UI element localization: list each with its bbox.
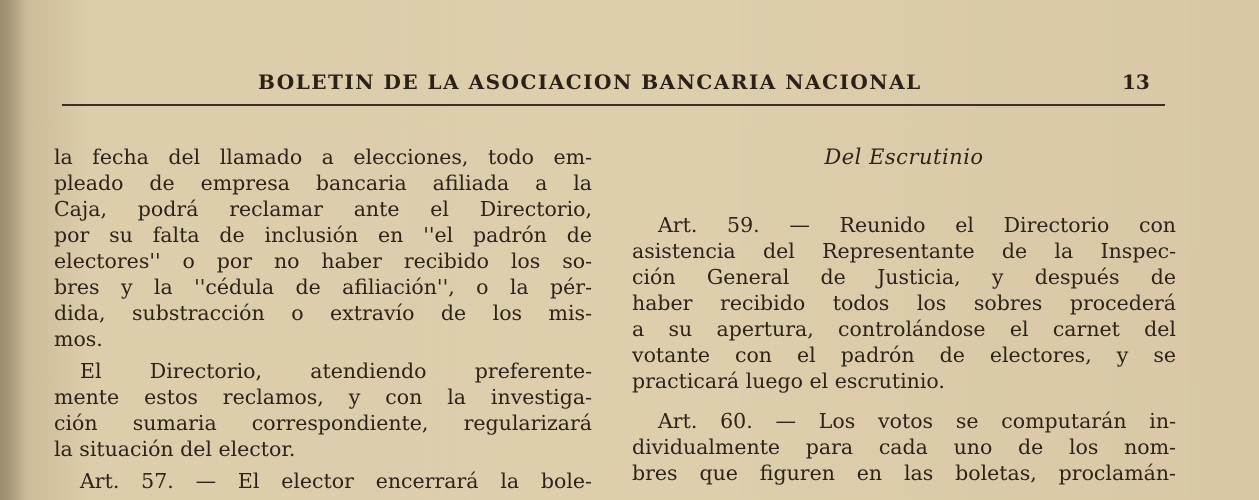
text-line: mos. <box>54 327 103 351</box>
text-line: haber recibido todos los sobres procederá <box>632 291 1176 315</box>
text-line: Caja, podrá reclamar ante el Directorio, <box>54 197 592 221</box>
binding-shadow <box>0 0 26 500</box>
left-column <box>54 144 592 494</box>
paragraph <box>632 408 1176 486</box>
text-line: por su falta de inclusión en ''el padrón de <box>54 223 592 247</box>
text-line: bres que figuren en las boletas, proclamán- <box>632 461 1176 485</box>
text-line: practicará luego el escrutinio. <box>632 369 945 393</box>
text-line: mente estos reclamos, y con la investiga- <box>54 385 592 409</box>
running-header <box>258 70 1158 100</box>
text-line: la situación del elector. <box>54 437 296 461</box>
text-line: votante con el padrón de electores, y se <box>632 343 1176 367</box>
text-line: Art. 60. — Los votos se computarán in- <box>658 409 1176 433</box>
text-line: la fecha del llamado a elecciones, todo em- <box>54 145 592 169</box>
text-line: dividualmente para cada uno de los nom- <box>632 435 1176 459</box>
paragraph <box>54 468 592 494</box>
text-line: bres y la ''cédula de afiliación'', o la pér- <box>54 275 592 299</box>
paragraph <box>54 144 592 352</box>
text-line: ción sumaria correspondiente, regularizará <box>54 411 592 435</box>
paragraph-gap <box>632 394 1176 408</box>
text-line: dida, substracción o extravío de los mis- <box>54 301 592 325</box>
section-heading: Del Escrutinio <box>824 145 984 169</box>
text-line: ción General de Justicia, y después de <box>632 265 1176 289</box>
right-column <box>632 144 1176 486</box>
text-line: pleado de empresa bancaria afiliada a la <box>54 171 592 195</box>
text-line: El Directorio, atendiendo preferente- <box>80 359 592 383</box>
text-line: asistencia del Representante de la Inspec- <box>632 239 1176 263</box>
page-number: 13 <box>1122 70 1150 94</box>
text-line: Art. 57. — El elector encerrará la bole- <box>80 469 592 493</box>
paragraph <box>632 212 1176 394</box>
text-line: a su apertura, controlándose el carnet del <box>632 317 1176 341</box>
journal-title: BOLETIN DE LA ASOCIACION BANCARIA NACIONAL <box>258 70 922 94</box>
paragraph <box>54 358 592 462</box>
header-rule <box>62 104 1165 106</box>
text-line: Art. 59. — Reunido el Directorio con <box>658 213 1176 237</box>
text-line: electores'' o por no haber recibido los so- <box>54 249 592 273</box>
